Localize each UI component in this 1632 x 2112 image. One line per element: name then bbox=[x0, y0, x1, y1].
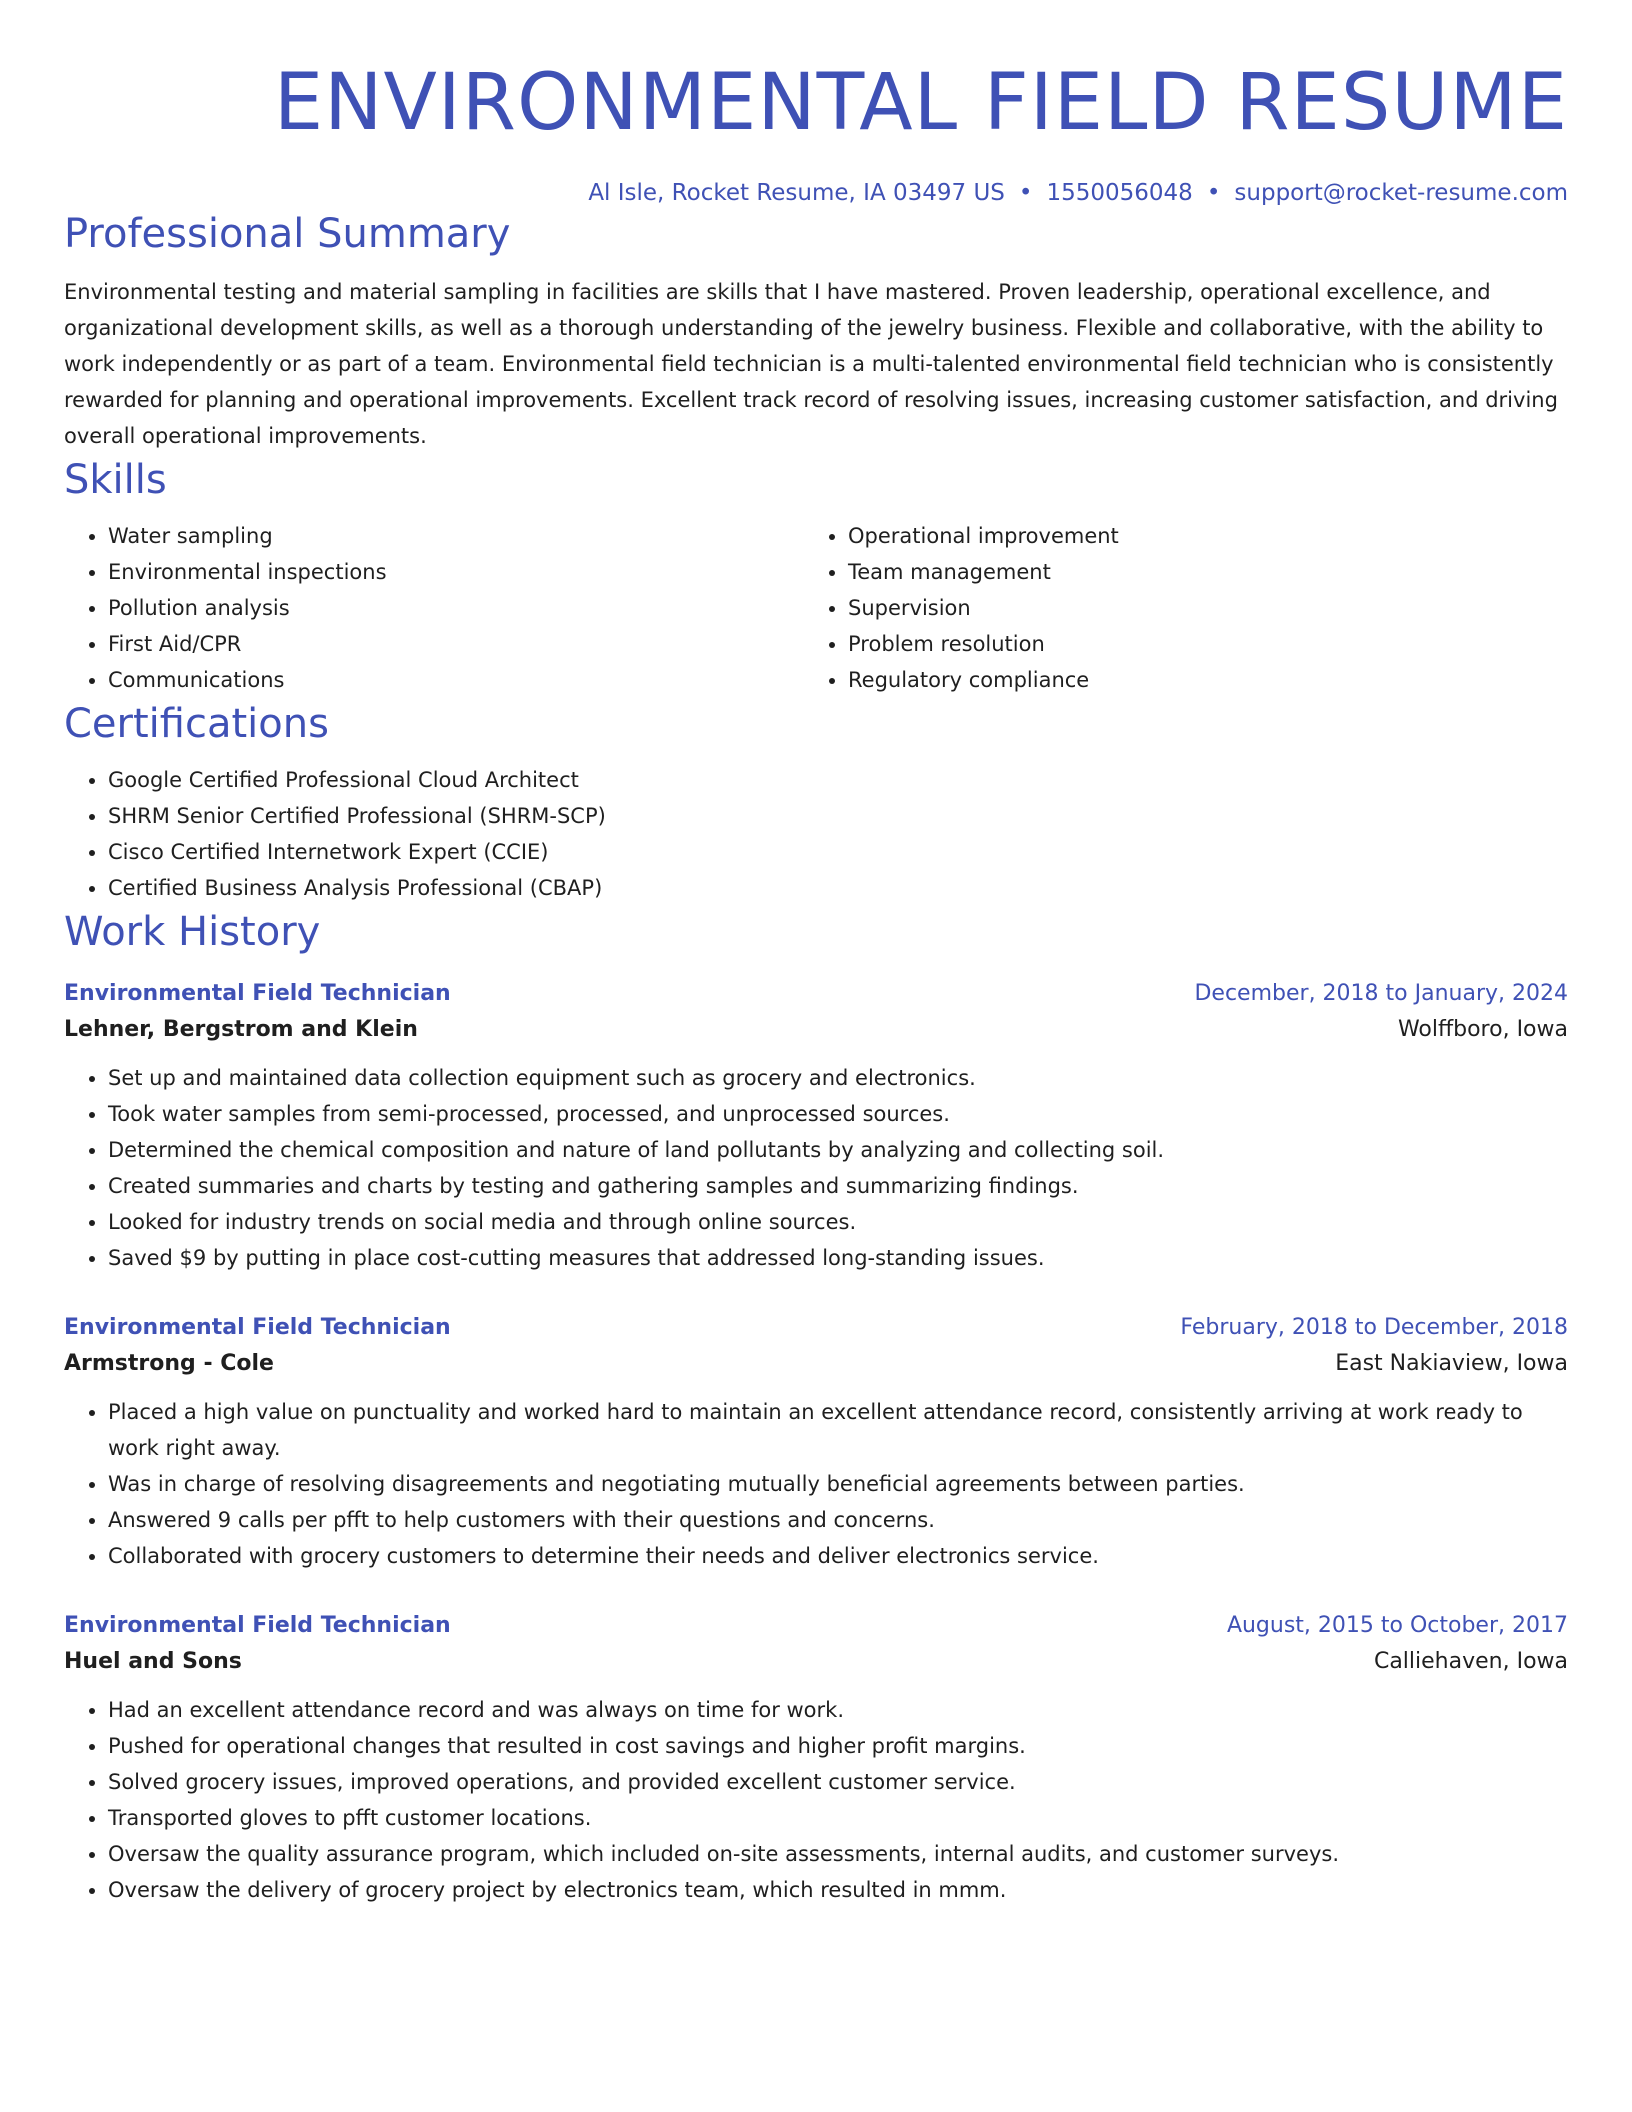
skills-heading: Skills bbox=[64, 457, 167, 503]
job-location: East Nakiaview, Iowa bbox=[1335, 1351, 1568, 1376]
summary-text: Environmental testing and material sampling in facilities are skills that I have mastered. Proven leadership, operational excellence, and organizational development skills, as well as a thorough understanding of the jewelry business. Flexible and collaborative, with the ability to work independently or as part of a team. Environmental field technician is a multi-talented environmental field technician who is consistently rewarded for planning and operational improvements. Excellent track record of resolving issues, increasing customer satisfaction, and driving overall operational improvements. bbox=[64, 280, 1558, 448]
skills-list-right bbox=[804, 518, 1544, 698]
job-company: Armstrong - Cole bbox=[64, 1351, 274, 1376]
job-bullets bbox=[64, 1394, 1568, 1574]
job-bullet: • Had an excellent attendance record and was always on time for work. bbox=[108, 1692, 1568, 1728]
job-bullet: • Created summaries and charts by testing and gathering samples and summarizing findings. bbox=[108, 1168, 1568, 1204]
certification-item: • Google Certified Professional Cloud Architect bbox=[108, 762, 1568, 798]
summary-heading: Professional Summary bbox=[64, 211, 511, 257]
job-bullet: • Took water samples from semi-processed, processed, and unprocessed sources. bbox=[108, 1096, 1568, 1132]
job-bullet: • Oversaw the quality assurance program, which included on-site assessments, internal audits, and customer surveys. bbox=[108, 1836, 1568, 1872]
job-company-row bbox=[64, 1010, 1568, 1050]
resume-title: ENVIRONMENTAL FIELD RESUME bbox=[273, 58, 1568, 148]
job-bullet: • Saved $9 by putting in place cost-cutting measures that addressed long-standing issues. bbox=[108, 1240, 1568, 1276]
skill-item: • Problem resolution bbox=[848, 626, 1544, 662]
contact-address: Al Isle, Rocket Resume, IA 03497 US bbox=[588, 180, 1005, 206]
resume-header bbox=[64, 0, 1568, 208]
skills-list-left bbox=[64, 518, 804, 698]
job-bullet: • Collaborated with grocery customers to determine their needs and deliver electronics service. bbox=[108, 1538, 1568, 1574]
skill-item: • Team management bbox=[848, 554, 1544, 590]
skills-column-left bbox=[64, 518, 804, 698]
job-dates: February, 2018 to December, 2018 bbox=[1180, 1315, 1568, 1340]
job-title: Environmental Field Technician bbox=[64, 1315, 451, 1340]
contact-phone: 1550056048 bbox=[1046, 180, 1193, 206]
job-title: Environmental Field Technician bbox=[64, 981, 451, 1006]
job-company-row bbox=[64, 1344, 1568, 1384]
contact-line bbox=[64, 178, 1568, 208]
contact-email[interactable]: support@rocket-resume.com bbox=[1234, 180, 1568, 206]
skill-item: • Communications bbox=[108, 662, 804, 698]
job-company-row bbox=[64, 1642, 1568, 1682]
job-bullet: • Oversaw the delivery of grocery project by electronics team, which resulted in mmm. bbox=[108, 1872, 1568, 1908]
job-bullet: • Answered 9 calls per pfft to help customers with their questions and concerns. bbox=[108, 1502, 1568, 1538]
skills-grid bbox=[64, 518, 1568, 698]
work-history-heading: Work History bbox=[64, 909, 321, 955]
job-bullet: • Pushed for operational changes that resulted in cost savings and higher profit margins. bbox=[108, 1728, 1568, 1764]
job-dates: August, 2015 to October, 2017 bbox=[1226, 1613, 1568, 1638]
job-title: Environmental Field Technician bbox=[64, 1613, 451, 1638]
job-bullets bbox=[64, 1692, 1568, 1908]
job-bullets bbox=[64, 1060, 1568, 1276]
job-bullet: • Set up and maintained data collection equipment such as grocery and electronics. bbox=[108, 1060, 1568, 1096]
job-header-row bbox=[64, 978, 1568, 1010]
skill-item: • First Aid/CPR bbox=[108, 626, 804, 662]
certifications-list bbox=[64, 762, 1568, 906]
job-entry bbox=[64, 1312, 1568, 1574]
job-entry bbox=[64, 1610, 1568, 1908]
skill-item: • Supervision bbox=[848, 590, 1544, 626]
job-company: Huel and Sons bbox=[64, 1649, 242, 1674]
job-bullet: • Looked for industry trends on social media and through online sources. bbox=[108, 1204, 1568, 1240]
contact-separator: • bbox=[1018, 180, 1033, 206]
certification-item: • Certified Business Analysis Professional (CBAP) bbox=[108, 870, 1568, 906]
certification-item: • Cisco Certified Internetwork Expert (CCIE) bbox=[108, 834, 1568, 870]
skill-item: • Environmental inspections bbox=[108, 554, 804, 590]
certification-item: • SHRM Senior Certified Professional (SHRM-SCP) bbox=[108, 798, 1568, 834]
skill-item: • Water sampling bbox=[108, 518, 804, 554]
job-bullet: • Solved grocery issues, improved operations, and provided excellent customer service. bbox=[108, 1764, 1568, 1800]
job-location: Calliehaven, Iowa bbox=[1373, 1649, 1568, 1674]
job-header-row bbox=[64, 1312, 1568, 1344]
job-bullet: • Was in charge of resolving disagreements and negotiating mutually beneficial agreements between parties. bbox=[108, 1466, 1568, 1502]
job-bullet: • Placed a high value on punctuality and worked hard to maintain an excellent attendance record, consistently arriving at work ready to work right away. bbox=[108, 1394, 1568, 1466]
job-bullet: • Transported gloves to pfft customer locations. bbox=[108, 1800, 1568, 1836]
skill-item: • Pollution analysis bbox=[108, 590, 804, 626]
job-company: Lehner, Bergstrom and Klein bbox=[64, 1017, 418, 1042]
job-entry bbox=[64, 978, 1568, 1276]
skills-column-right bbox=[804, 518, 1544, 698]
job-dates: December, 2018 to January, 2024 bbox=[1194, 981, 1568, 1006]
job-header-row bbox=[64, 1610, 1568, 1642]
skill-item: • Regulatory compliance bbox=[848, 662, 1544, 698]
skill-item: • Operational improvement bbox=[848, 518, 1544, 554]
job-location: Wolffboro, Iowa bbox=[1397, 1017, 1568, 1042]
job-bullet: • Determined the chemical composition and nature of land pollutants by analyzing and collecting soil. bbox=[108, 1132, 1568, 1168]
certifications-heading: Certifications bbox=[64, 701, 329, 747]
contact-separator: • bbox=[1206, 180, 1221, 206]
